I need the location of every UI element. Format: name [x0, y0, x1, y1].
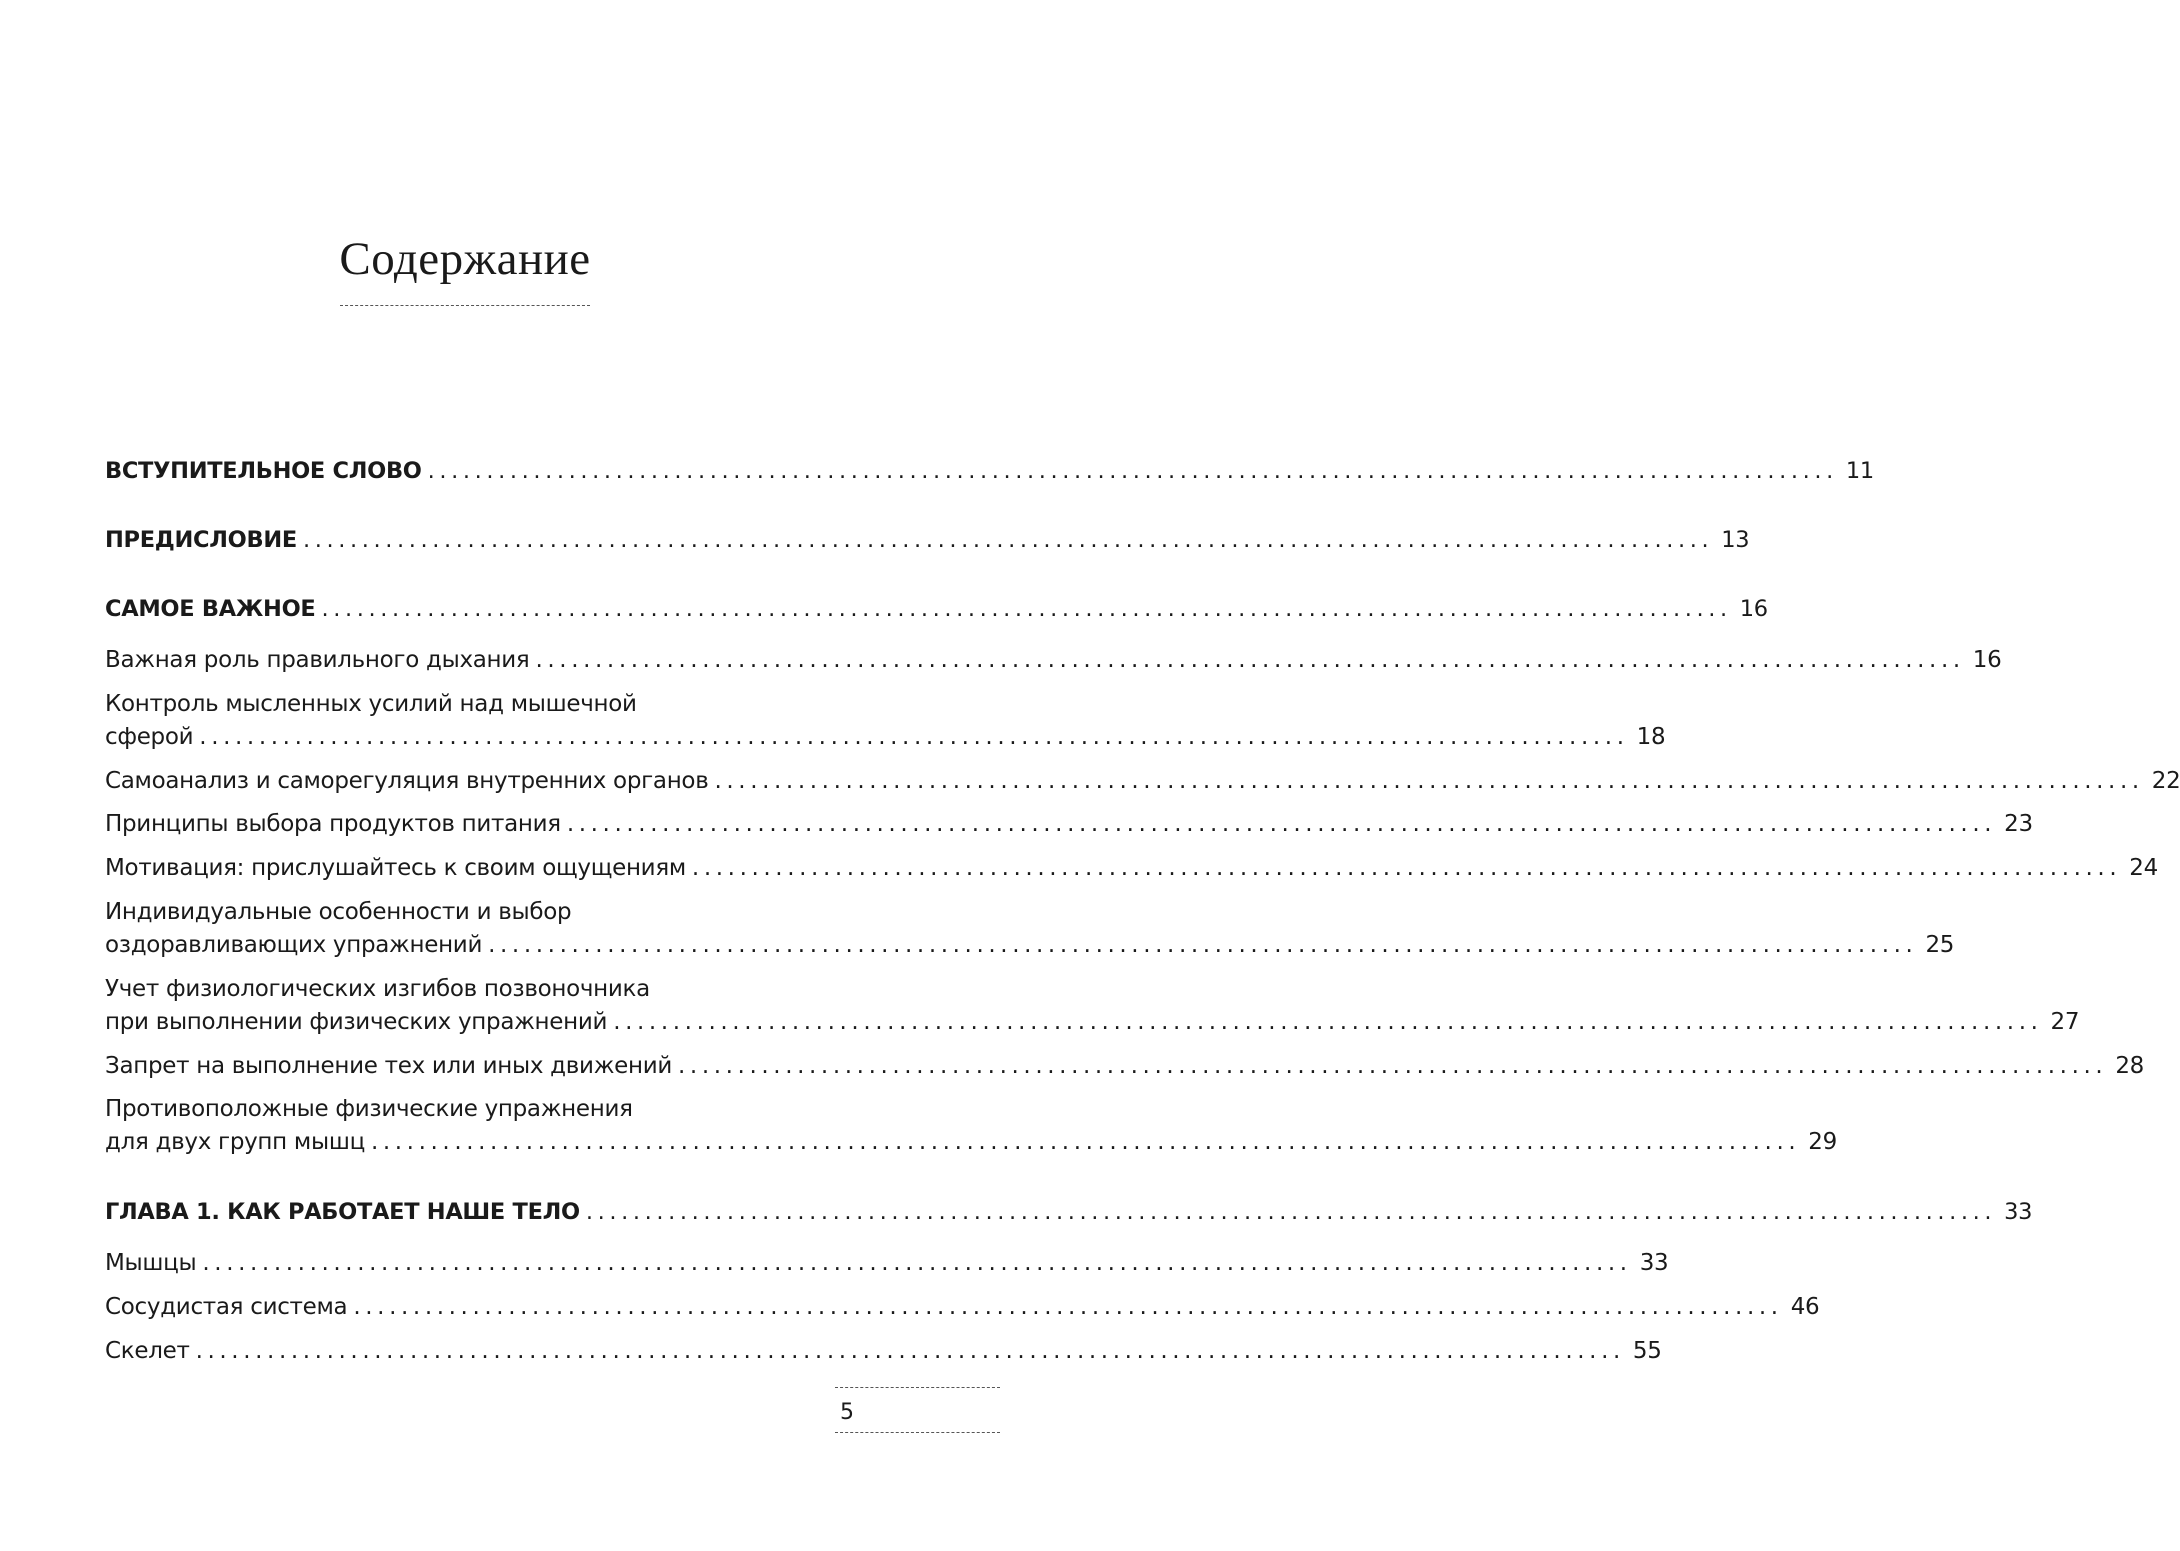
toc-entry[interactable]: [105, 524, 1750, 557]
toc-entry[interactable]: [105, 765, 2180, 798]
toc-entry-label: Самоанализ и саморегуляция внутренних органов: [105, 768, 709, 794]
dot-leader: ........................................................................................................................: [195, 1338, 1625, 1364]
page-title: Содержание: [339, 233, 591, 285]
toc-entry-label: Запрет на выполнение тех или иных движений: [105, 1053, 672, 1079]
toc-page-number: 24: [2129, 855, 2158, 881]
dot-leader: ........................................................................................................................: [302, 527, 1714, 553]
toc-entry-label: Учет физиологических изгибов позвоночника: [105, 976, 650, 1002]
toc-entry[interactable]: [105, 1291, 1820, 1324]
toc-entry-label: Мотивация: прислушайтесь к своим ощущениям: [105, 855, 686, 881]
dot-leader: ........................................................................................................................: [691, 855, 2122, 881]
toc-entry-label-continued: для двух групп мышц: [105, 1129, 365, 1155]
dot-leader: ........................................................................................................................: [370, 1129, 1801, 1155]
toc-page-number: 33: [1639, 1250, 1669, 1276]
toc-entry-label: ГЛАВА 1. КАК РАБОТАЕТ НАШЕ ТЕЛО: [105, 1199, 580, 1225]
toc-entry-label-continued: при выполнении физических упражнений: [105, 1009, 608, 1035]
toc-entry[interactable]: [105, 1093, 1837, 1159]
toc-entry-label: Контроль мысленных усилий над мышечной: [105, 691, 637, 717]
toc-page-number: 16: [1739, 596, 1768, 622]
page-number: 5: [840, 1400, 854, 1425]
toc-entry-label: Скелет: [105, 1338, 190, 1364]
footer-dashed-rule-top: [835, 1387, 1000, 1388]
toc-page-number: 18: [1636, 724, 1666, 750]
toc-page-number: 23: [2004, 811, 2033, 837]
dot-leader: ........................................................................................................................: [613, 1009, 2043, 1035]
toc-entry-label: Сосудистая система: [105, 1294, 348, 1320]
toc-entry-label-continued: оздоравливающих упражнений: [105, 932, 483, 958]
dot-leader: ........................................................................................................................: [488, 932, 1918, 958]
dot-leader: ........................................................................................................................: [714, 768, 2144, 794]
dot-leader: ........................................................................................................................: [566, 811, 1997, 837]
dot-leader: ........................................................................................................................: [585, 1199, 1997, 1225]
dot-leader: ........................................................................................................................: [678, 1053, 2108, 1079]
toc-entry-label: Противоположные физические упражнения: [105, 1096, 633, 1122]
toc-entry[interactable]: [105, 593, 1768, 626]
toc-entry-label: Принципы выбора продуктов питания: [105, 811, 561, 837]
footer-dashed-rule-bottom: [835, 1432, 1000, 1433]
toc-entry-label: Мышцы: [105, 1250, 197, 1276]
toc-entry-label: Индивидуальные особенности и выбор: [105, 899, 572, 925]
toc-entry[interactable]: [105, 852, 2158, 885]
toc-entry[interactable]: [105, 1050, 2144, 1083]
toc-entry-label: САМОЕ ВАЖНОЕ: [105, 596, 316, 622]
toc-entry[interactable]: [105, 1335, 1662, 1368]
toc-entry[interactable]: [105, 808, 2033, 841]
dot-leader: ........................................................................................................................: [321, 596, 1732, 622]
toc-entry[interactable]: [105, 455, 1874, 488]
toc-entry-label: ВСТУПИТЕЛЬНОЕ СЛОВО: [105, 458, 422, 484]
toc-page-number: 13: [1721, 527, 1750, 553]
dot-leader: ........................................................................................................................: [199, 724, 1629, 750]
toc-page-number: 28: [2115, 1053, 2144, 1079]
dot-leader: ........................................................................................................................: [535, 647, 1965, 673]
toc-page-number: 33: [2004, 1199, 2033, 1225]
dot-leader: ........................................................................................................................: [427, 458, 1838, 484]
toc-entry-label: Важная роль правильного дыхания: [105, 647, 530, 673]
title-dashed-rule: [340, 305, 590, 306]
toc-page-number: 16: [1972, 647, 2002, 673]
toc-entry[interactable]: [105, 1196, 2033, 1229]
toc-page-number: 25: [1925, 932, 1955, 958]
toc-entry-label-continued: сферой: [105, 724, 194, 750]
dot-leader: ........................................................................................................................: [202, 1250, 1632, 1276]
toc-entry[interactable]: [105, 896, 1955, 962]
toc-page-number: 22: [2151, 768, 2180, 794]
toc-entry[interactable]: [105, 644, 2002, 677]
toc-entry[interactable]: [105, 688, 1666, 754]
toc-entry[interactable]: [105, 1247, 1669, 1280]
toc-page-number: 11: [1845, 458, 1874, 484]
toc-page-number: 46: [1790, 1294, 1820, 1320]
toc-page-number: 55: [1632, 1338, 1662, 1364]
toc-entry-label: ПРЕДИСЛОВИЕ: [105, 527, 297, 553]
dot-leader: ........................................................................................................................: [353, 1294, 1783, 1320]
toc-page-number: 27: [2050, 1009, 2080, 1035]
toc-page-number: 29: [1808, 1129, 1837, 1155]
toc-entry[interactable]: [105, 973, 2080, 1039]
